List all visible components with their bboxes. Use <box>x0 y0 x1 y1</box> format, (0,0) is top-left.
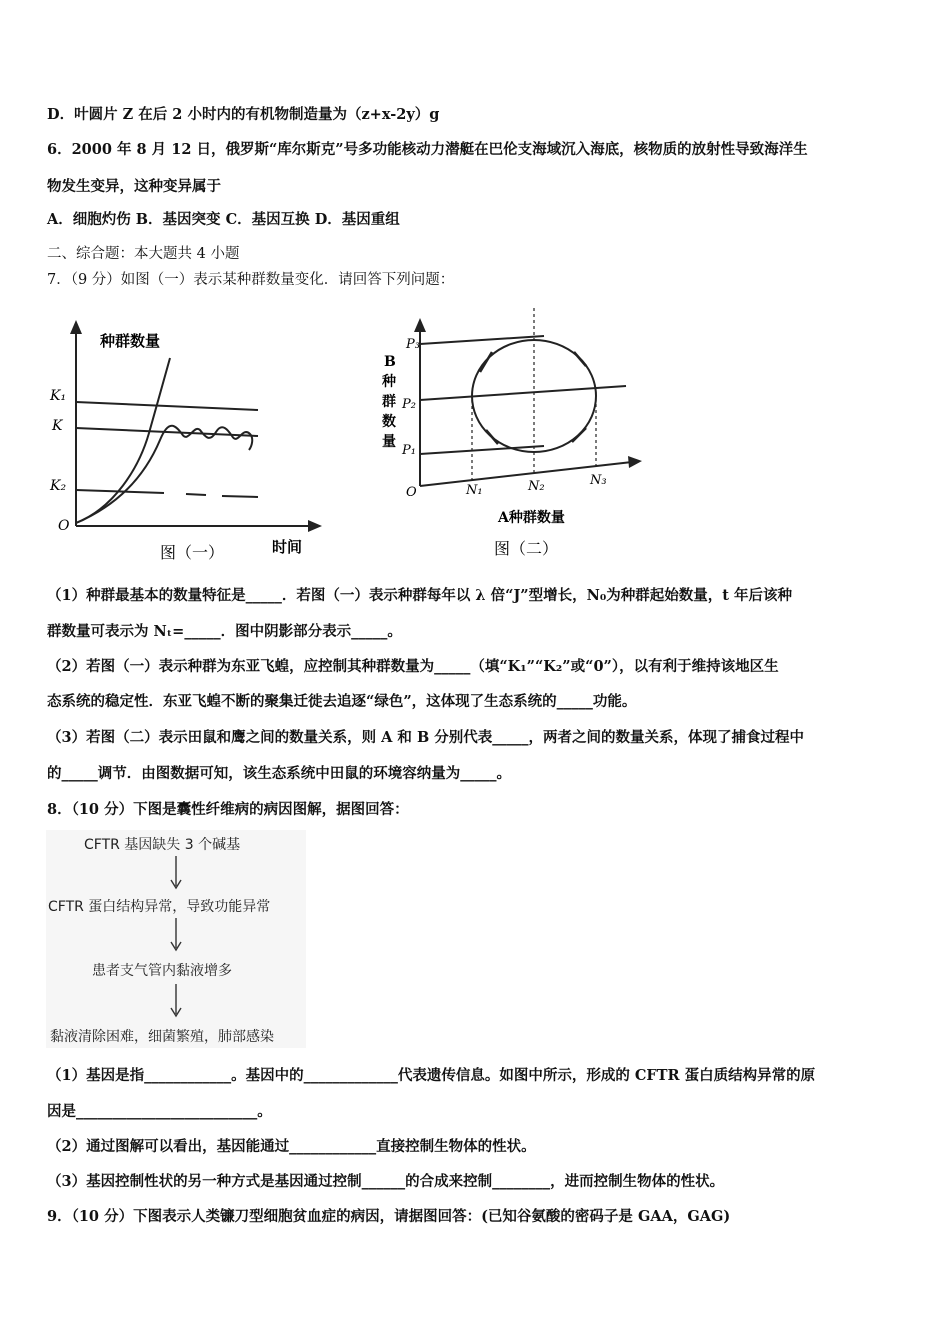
fig2-n3-label: N₃ <box>590 473 607 488</box>
fig1-k-label: K <box>52 418 63 434</box>
fig2-p1-label: P₁ <box>402 443 416 458</box>
fig1-x-label: 时间 <box>272 538 303 556</box>
fig2-y-label-5: 量 <box>382 434 396 450</box>
cftr-flowchart <box>46 830 306 1048</box>
q8-part3: （3）基因控制性状的另一种方式是基因通过控制______的合成来控制________，进而控制生物体的性状。 <box>47 1173 725 1190</box>
fig1-k2-label: K₂ <box>50 478 67 494</box>
predator-prey-figure-2 <box>376 300 646 562</box>
fig2-p2-label: P₂ <box>402 397 416 412</box>
q7-part3-line2: 的_____调节．由图数据可知，该生态系统中田鼠的环境容纳量为_____。 <box>47 765 511 782</box>
fig2-n1-label: N₁ <box>466 483 483 498</box>
flow-arrow-3 <box>170 984 182 1018</box>
flow-step-1: CFTR 基因缺失 3 个碱基 <box>84 837 241 853</box>
fig2-y-label-1: B <box>384 354 396 370</box>
fig2-x-label: A种群数量 <box>498 510 565 526</box>
q7-part1-line1: （1）种群最基本的数量特征是_____．若图（一）表示种群每年以 λ 倍“J”型增长，N₀为种群起始数量，t 年后该种 <box>47 587 792 604</box>
fig2-y-label-2: 种 <box>382 374 396 390</box>
q6-stem-line2: 物发生变异，这种变异属于 <box>47 178 221 195</box>
fig2-n2-label: N₂ <box>528 479 545 494</box>
flow-arrow-1 <box>170 856 182 890</box>
flow-step-2: CFTR 蛋白结构异常，导致功能异常 <box>48 899 271 915</box>
fig1-k1-label: K₁ <box>50 388 67 404</box>
q7-part1-line2: 群数量可表示为 Nₜ=_____．图中阴影部分表示_____。 <box>47 623 402 640</box>
section-title: 二、综合题：本大题共 4 小题 <box>47 246 240 262</box>
q8-stem: 8．（10 分）下图是囊性纤维病的病因图解，据图回答： <box>47 801 409 818</box>
flow-arrow-2 <box>170 918 182 952</box>
q6-stem-line1: 6．2000 年 8 月 12 日，俄罗斯“库尔斯克”号多功能核动力潜艇在巴伦支海域沉入海底，核物质的放射性导致海洋生 <box>47 141 808 158</box>
fig1-s-curve <box>76 426 252 523</box>
fig2-y-label-4: 数 <box>382 414 396 430</box>
q6-options: A．细胞灼伤 B．基因突变 C．基因互换 D．基因重组 <box>47 211 400 228</box>
q5-option-d: D．叶圆片 Z 在后 2 小时内的有机物制造量为（z+x-2y）g <box>47 106 440 123</box>
flow-step-4: 黏液清除困难，细菌繁殖，肺部感染 <box>50 1029 274 1045</box>
fig1-origin: O <box>58 518 70 534</box>
q7-part3-line1: （3）若图（二）表示田鼠和鹰之间的数量关系，则 A 和 B 分别代表_____，两者之间的数量关系，体现了捕食过程中 <box>47 729 805 746</box>
q7-part2-line2: 态系统的稳定性．东亚飞蝗不断的聚集迁徙去追逐“绿色”，这体现了生态系统的_____功能。 <box>47 693 637 710</box>
fig2-caption: 图（二） <box>494 539 559 558</box>
population-curve-figure-1 <box>44 318 324 568</box>
fig2-p3-label: P₃ <box>406 337 420 352</box>
q8-part2: （2）通过图解可以看出，基因能通过____________直接控制生物体的性状。 <box>47 1138 536 1155</box>
q7-part2-line1: （2）若图（一）表示种群为东亚飞蝗，应控制其种群数量为_____（填“K₁”“K₂”或“0”），以有利于维持该地区生 <box>47 658 779 675</box>
fig1-j-curve <box>76 358 170 523</box>
q9-stem: 9．（10 分）下图表示人类镰刀型细胞贫血症的病因，请据图回答：(已知谷氨酸的密码子是 GAA，GAG) <box>47 1208 731 1225</box>
fig1-y-label: 种群数量 <box>100 332 161 350</box>
fig1-k1-line <box>76 402 258 410</box>
fig1-caption: 图（一） <box>160 543 225 562</box>
fig2-origin: O <box>406 485 417 500</box>
fig2-y-label-3: 群 <box>382 394 396 410</box>
flow-step-3: 患者支气管内黏液增多 <box>92 963 232 979</box>
q7-stem: 7．（9 分）如图（一）表示某种群数量变化．请回答下列问题： <box>47 272 455 288</box>
q8-part1-line2: 因是_________________________。 <box>47 1103 272 1120</box>
q8-part1-line1: （1）基因是指____________。基因中的_____________代表遗传信息。如图中所示，形成的 CFTR 蛋白质结构异常的原 <box>47 1067 816 1084</box>
